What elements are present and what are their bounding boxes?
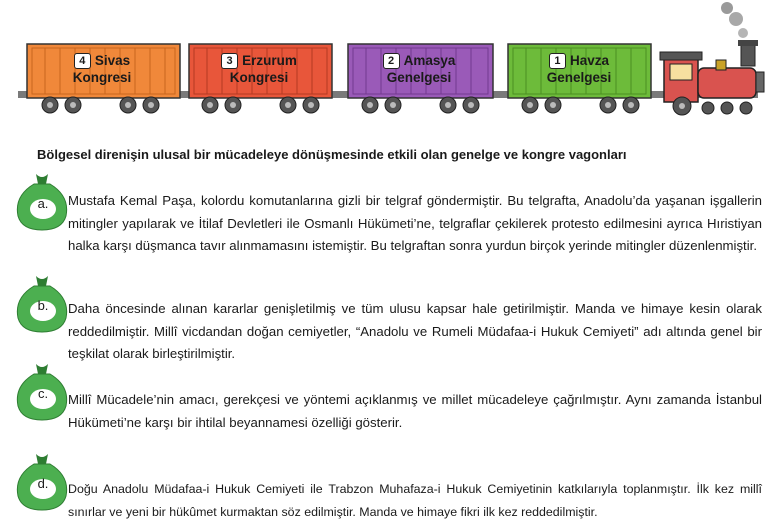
locomotive	[660, 2, 764, 115]
wagon-label-1	[512, 52, 646, 86]
wagon-number-2: 2	[383, 53, 400, 69]
item-text-b: Daha öncesinde alınan kararlar genişletilmiş ve tüm ulusu kapsar hale getirilmiştir. Manda ve himaye kesin olarak reddedilmiştir. Millî vicdandan doğan cemiyetler, “Anadolu ve Rumeli Müdafaa-i Hukuk Cemiyeti” adı altında genel bir teşkilat olarak birleştirilmiştir.	[68, 301, 762, 361]
wagon-title-2-line1: Amasya	[403, 53, 456, 68]
item-text-d: Doğu Anadolu Müdafaa-i Hukuk Cemiyeti ile Trabzon Muhafaza-i Hukuk Cemiyetinin katkılarıyla toplanmıştır. İlk kez millî sınırlar ve yeni bir hükûmet kurmaktan söz edilmiştir. Manda ve himaye fikri ilk kez reddedilmiştir.	[68, 482, 762, 519]
wagon-number-3: 3	[221, 53, 238, 69]
wagon-title-3-line1: Erzurum	[242, 53, 297, 68]
section-caption: Bölgesel direnişin ulusal bir mücadeleye dönüşmesinde etkili olan genelge ve kongre vagonları	[37, 147, 627, 162]
wagon-number-4: 4	[74, 53, 91, 69]
item-letter-c: c.	[37, 386, 49, 401]
wagon-title-4-line1: Sivas	[94, 53, 131, 68]
wagon-number-1: 1	[549, 53, 566, 69]
wagon-title-4-line2: Kongresi	[72, 70, 132, 85]
wagon-wheels	[42, 97, 639, 113]
item-letter-a: a.	[37, 196, 49, 211]
wagon-title-2-line2: Genelgesi	[386, 70, 452, 85]
wagon-title-3-line2: Kongresi	[229, 70, 289, 85]
wagon-label-3	[193, 52, 325, 86]
item-text-c: Millî Mücadele’nin amacı, gerekçesi ve yöntemi açıklanmış ve millet mücadeleye çağrılmıştır. Aynı zamanda İstanbul Hükümeti’ne karşı bir ihtilal beyannamesi özelliği gösterir.	[68, 392, 762, 430]
item-letter-d: d.	[37, 476, 49, 491]
wagon-title-1-line1: Havza	[569, 53, 610, 68]
wagon-label-4	[32, 52, 172, 86]
item-text-a: Mustafa Kemal Paşa, kolordu komutanlarına gizli bir telgraf göndermiştir. Bu telgrafta, Anadolu’da yaşanan işgallerin mitingler yapılarak ve İtilaf Devletleri ile Osmanlı Hükümeti’ne, telgraflar çekilerek protesto edilmesini ayrıca Hıristiyan halka karşı düşmanca tavır alınmamasını istemiştir. Bu telgraftan sonra yurdun birçok yerinde mitingler düzenlenmiştir.	[68, 193, 762, 253]
wagon-title-1-line2: Genelgesi	[546, 70, 612, 85]
wagon-label-2	[352, 52, 486, 86]
item-letter-b: b.	[37, 298, 49, 313]
